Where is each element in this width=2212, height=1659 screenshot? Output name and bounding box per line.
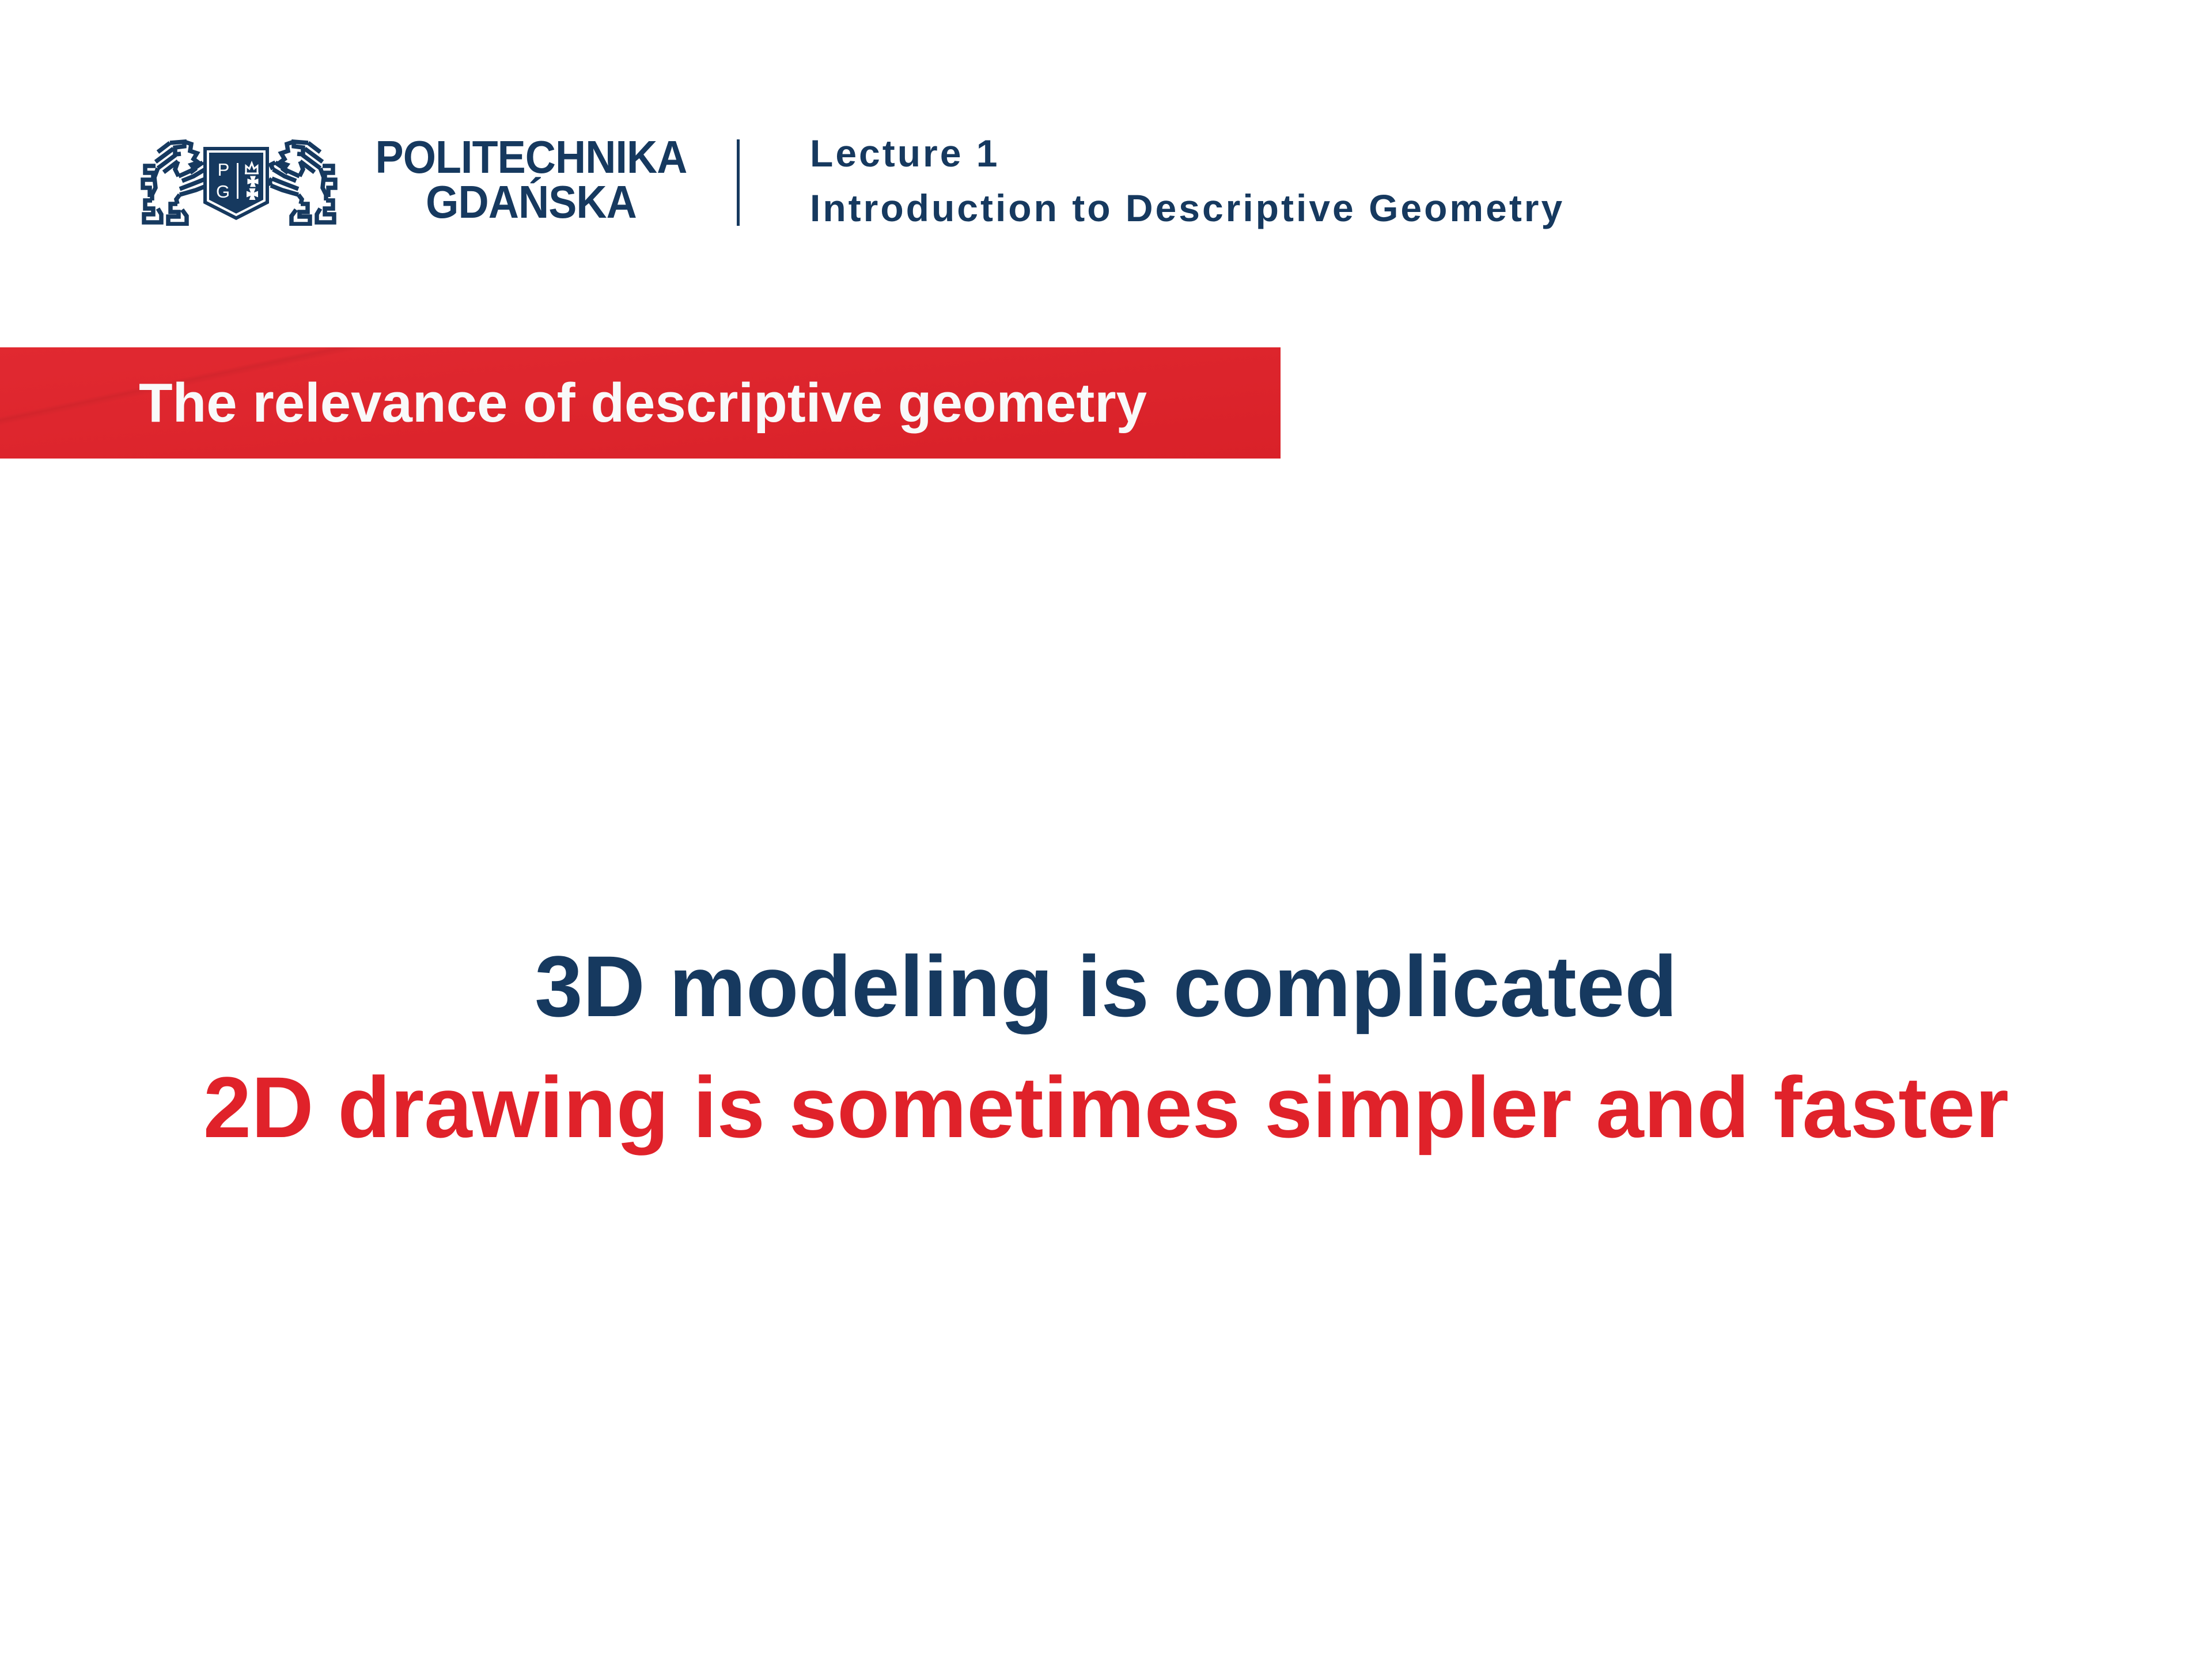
lecture-info — [810, 126, 1565, 236]
section-banner — [0, 347, 1281, 459]
shield-letter-g: G — [215, 181, 230, 202]
main-statement — [0, 926, 2212, 1168]
section-banner-title: The relevance of descriptive geometry — [139, 372, 1147, 434]
statement-line-2: 2D drawing is sometimes simpler and faster — [203, 1059, 2009, 1156]
institution-name-line2: GDAŃSKA — [426, 176, 637, 228]
institution-name-line1: POLITECHNIKA — [375, 131, 687, 183]
pg-university-logo-icon — [138, 139, 340, 226]
lion-rampant-right-icon — [270, 142, 335, 224]
lecture-number: Lecture 1 — [810, 132, 1000, 175]
pg-shield-icon — [203, 147, 269, 220]
institution-name — [359, 131, 703, 228]
lion-rampant-left-icon — [143, 142, 209, 224]
shield-letter-p: P — [217, 160, 230, 180]
lecture-title: Introduction to Descriptive Geometry — [810, 187, 1565, 229]
statement-line-1: 3D modeling is complicated — [535, 938, 1677, 1035]
header-divider — [737, 139, 740, 226]
